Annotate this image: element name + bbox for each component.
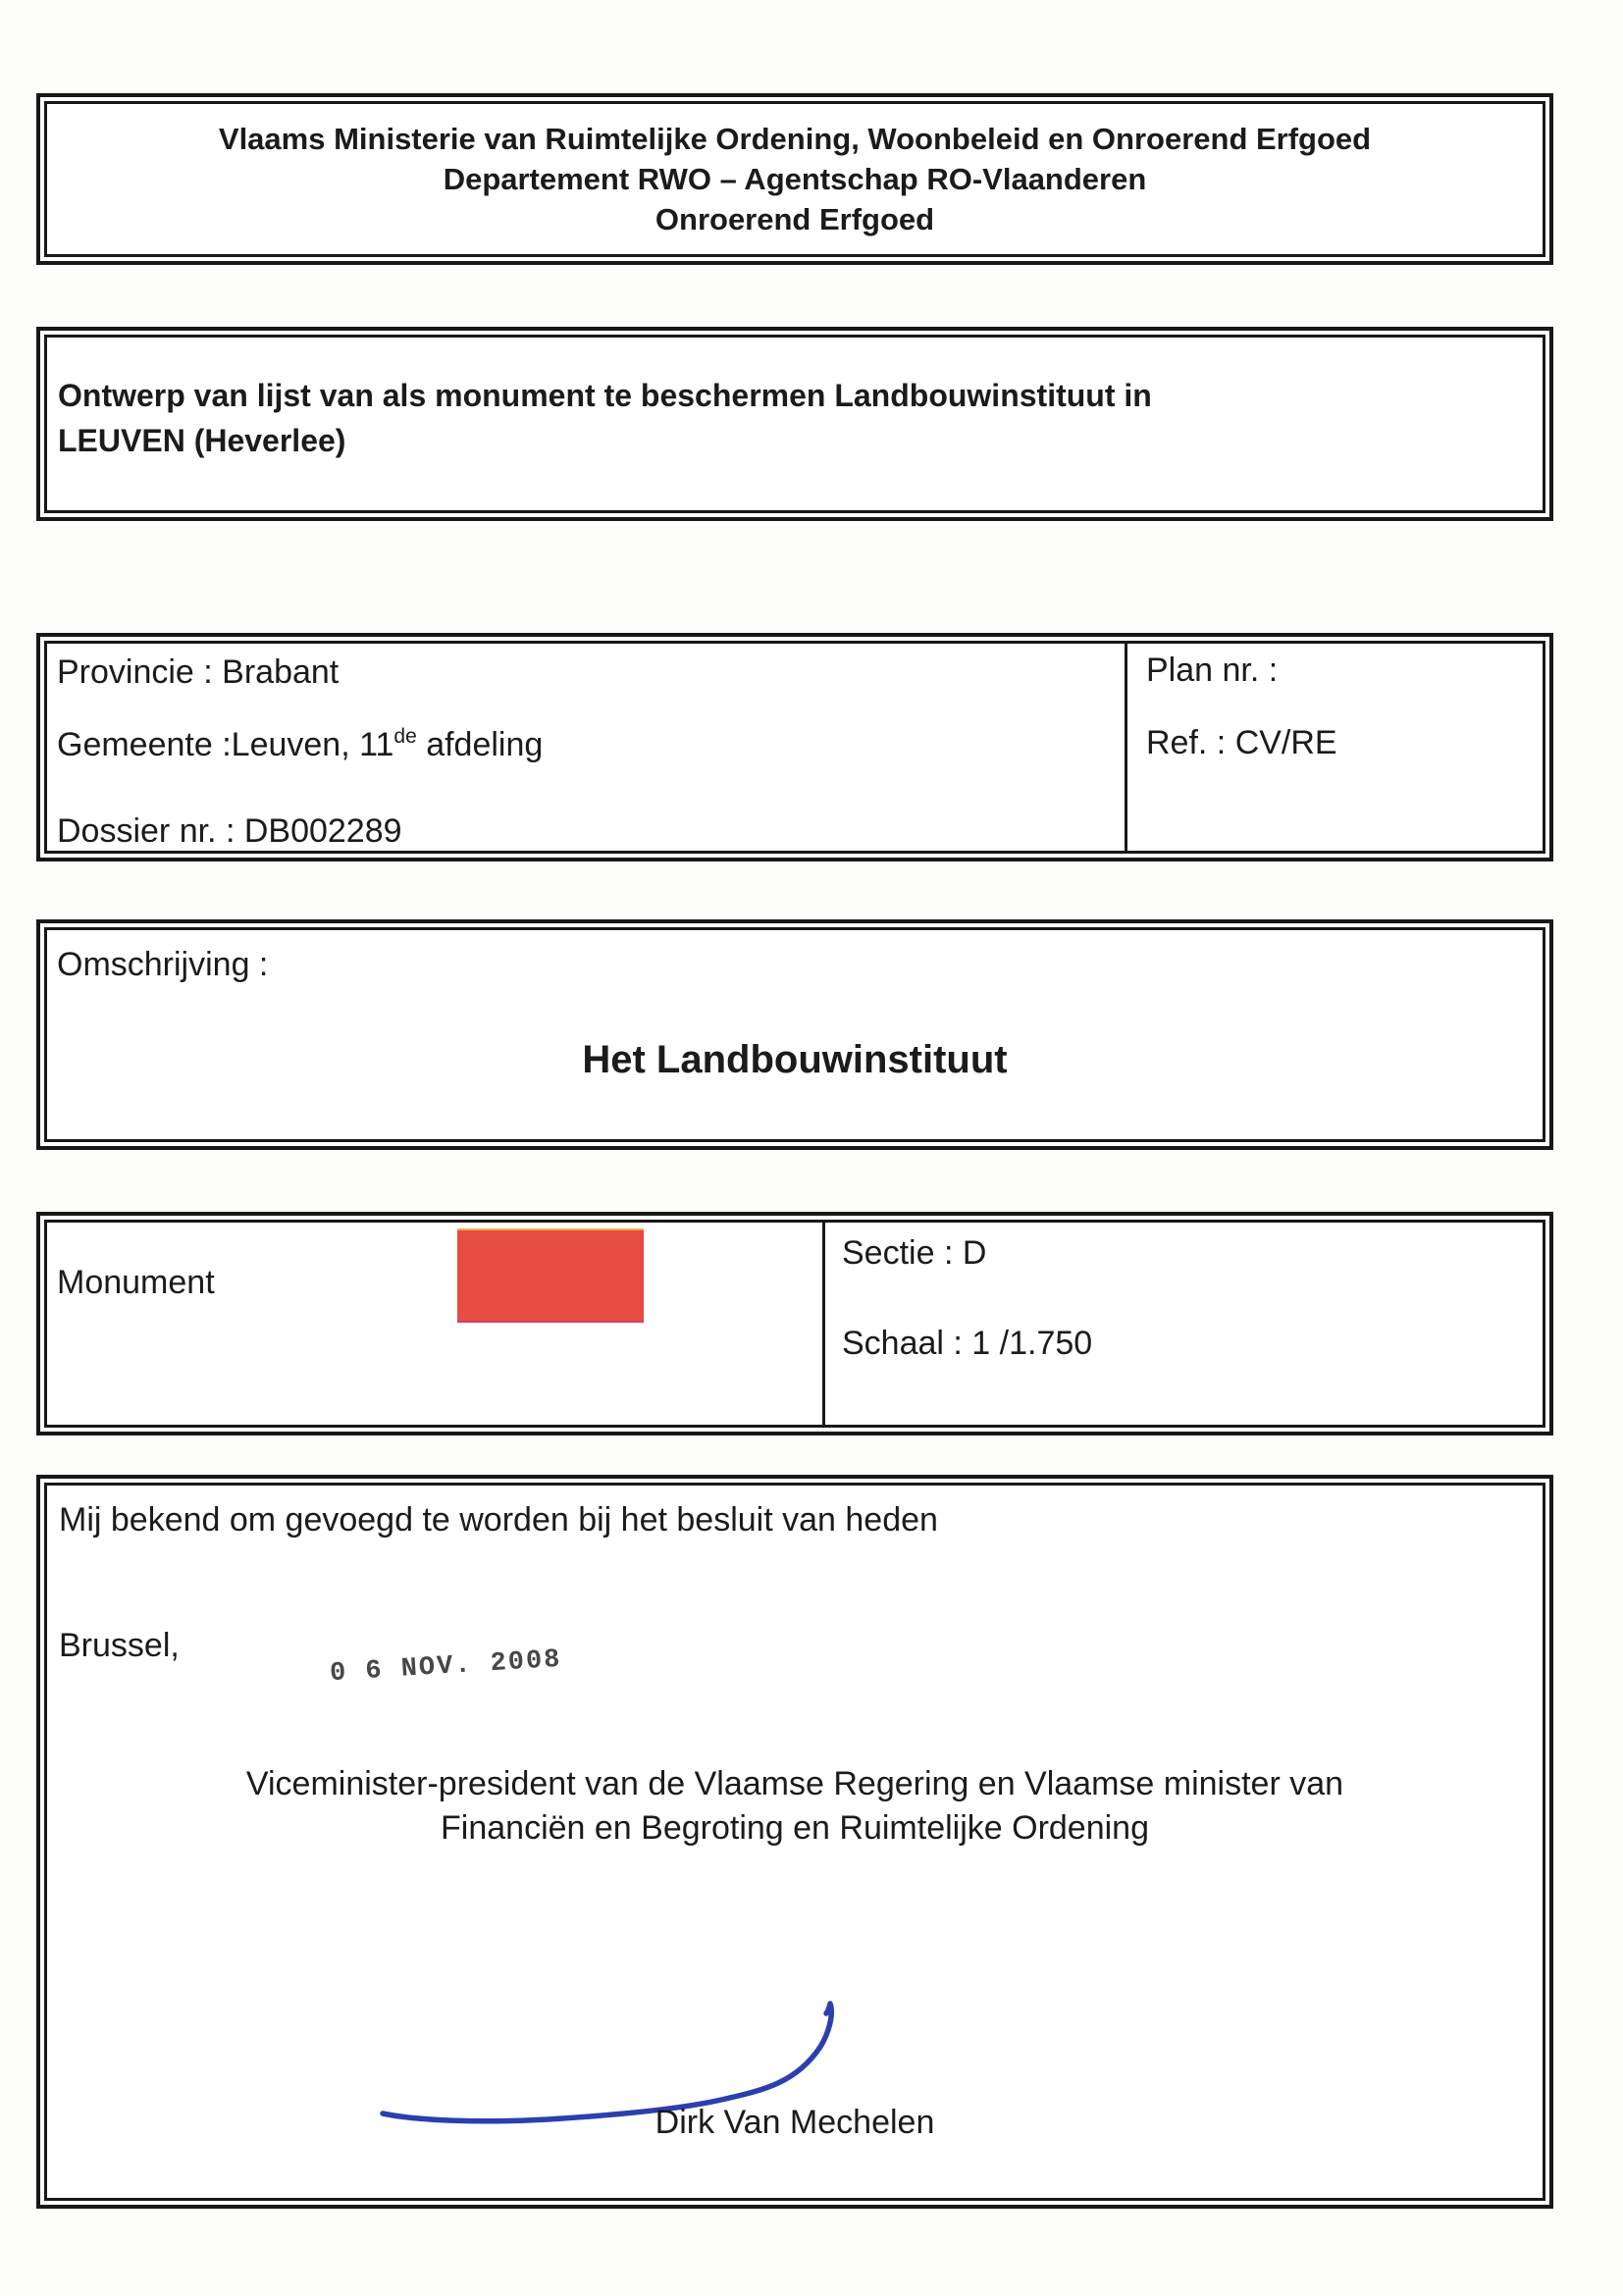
sectie-field: Sectie : D xyxy=(842,1234,987,1272)
ref-field: Ref. : CV/RE xyxy=(1146,724,1337,761)
ministry-line-1: Vlaams Ministerie van Ruimtelijke Ordening, Woonbeleid en Onroerend Erfgoed xyxy=(218,122,1372,156)
signer-name: Dirk Van Mechelen xyxy=(654,2104,935,2141)
document-title xyxy=(58,373,1152,463)
description-box xyxy=(36,919,1553,1150)
ministry-line-2: Departement RWO – Agentschap RO-Vlaanderen xyxy=(443,162,1147,196)
ministry-header-box xyxy=(36,93,1553,265)
description-label: Omschrijving : xyxy=(57,946,269,983)
municipality-suffix: afdeling xyxy=(416,726,544,763)
schaal-field: Schaal : 1 /1.750 xyxy=(842,1325,1093,1362)
monument-label: Monument xyxy=(57,1264,215,1301)
dossier-field: Dossier nr. : DB002289 xyxy=(57,812,402,850)
minister-title xyxy=(47,1762,1543,1851)
legend-box xyxy=(36,1212,1553,1435)
ministry-line-3: Onroerend Erfgoed xyxy=(654,202,935,236)
document-title-line-1: Ontwerp van lijst van als monument te beschermen Landbouwinstituut in xyxy=(58,378,1152,413)
monument-swatch-rect xyxy=(457,1230,644,1321)
document-title-box xyxy=(36,327,1553,521)
date-stamp: 0 6 NOV. 2008 xyxy=(329,1644,563,1690)
description-title: Het Landbouwinstituut xyxy=(582,1038,1008,1081)
municipality-superscript: de xyxy=(393,725,417,748)
municipality-text: Gemeente :Leuven, 11 xyxy=(57,726,394,763)
document-title-line-2: LEUVEN (Heverlee) xyxy=(58,423,346,458)
monument-color-swatch xyxy=(457,1228,644,1323)
plan-nr-field: Plan nr. : xyxy=(1146,652,1279,689)
statement-text: Mij bekend om gevoegd te worden bij het besluit van heden xyxy=(59,1501,938,1539)
minister-title-line-2: Financiën en Begroting en Ruimtelijke Ordening xyxy=(441,1809,1149,1847)
info-box xyxy=(36,633,1553,861)
minister-title-line-1: Viceminister-president van de Vlaamse Regering en Vlaamse minister van xyxy=(245,1765,1344,1802)
legend-column-divider xyxy=(822,1223,825,1425)
info-column-divider xyxy=(1125,644,1127,851)
province-field: Provincie : Brabant xyxy=(57,653,340,691)
signature-box xyxy=(36,1475,1553,2209)
municipality-field xyxy=(57,726,543,764)
place-label: Brussel, xyxy=(59,1627,180,1664)
ministry-header xyxy=(47,104,1543,254)
